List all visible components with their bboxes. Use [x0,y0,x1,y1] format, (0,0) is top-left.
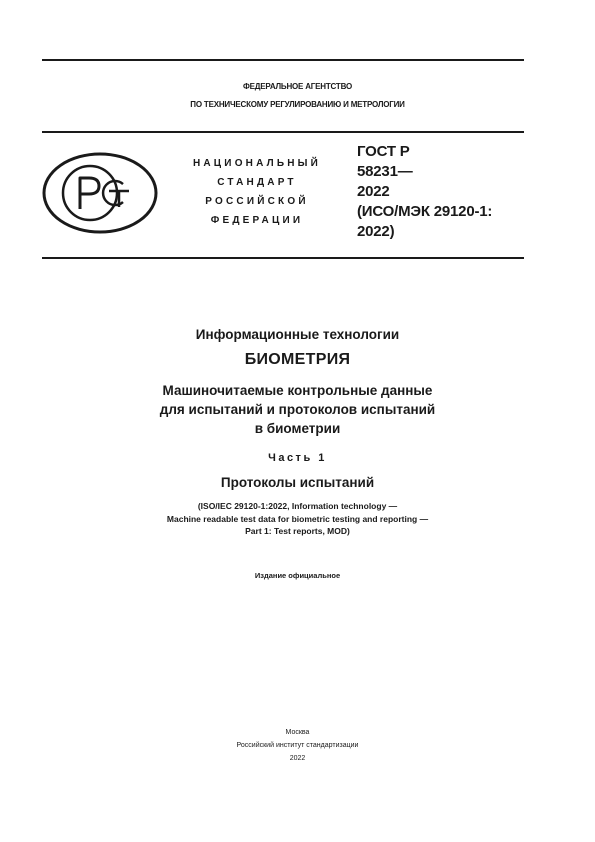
imprint-year: 2022 [289,755,306,762]
middle-rule [42,131,524,133]
imprint-city: Москва [285,729,310,736]
subtitle-line3: в биометрии [254,421,341,436]
agency-name-line1: ФЕДЕРАЛЬНОЕ АГЕНТСТВО [242,82,352,91]
top-rule [42,59,524,61]
standard-type-line2: СТАНДАРТ [217,177,297,188]
standard-type-line4: ФЕДЕРАЦИИ [210,215,304,226]
bottom-rule [42,257,524,259]
subtitle-line1: Машиночитаемые контрольные данные [162,383,433,398]
part-label: Часть 1 [268,452,327,464]
international-reference [0,500,595,538]
title-main: БИОМЕТРИЯ [244,351,351,368]
agency-name-line2: ПО ТЕХНИЧЕСКОМУ РЕГУЛИРОВАНИЮ И МЕТРОЛОГИИ [190,100,405,109]
rst-certification-mark-icon [42,151,158,235]
intl-ref-line3: Part 1: Test reports, MOD) [245,526,350,536]
imprint [0,726,595,765]
subtitle-line2: для испытаний и протоколов испытаний [159,402,436,417]
designation-line2: 58231— [357,163,413,180]
imprint-publisher: Российский институт стандартизации [236,742,359,749]
title-subtitle [0,381,595,438]
standard-type-line3: РОССИЙСКОЙ [205,196,309,207]
designation-line5: 2022) [357,223,395,240]
designation-line3: 2022 [357,183,390,200]
intl-ref-line1: (ISO/IEC 29120-1:2022, Information technology — [197,501,398,511]
edition-note: Издание официальное [254,571,341,580]
standard-type-block [172,154,342,230]
standard-type-line1: НАЦИОНАЛЬНЫЙ [192,158,322,169]
part-title: Протоколы испытаний [220,475,375,490]
standard-designation [357,142,537,242]
title-field: Информационные технологии [195,327,400,342]
intl-ref-line2: Machine readable test data for biometric testing and reporting — [166,513,429,524]
designation-line1: ГОСТ Р [357,143,410,160]
designation-line4: (ИСО/МЭК 29120-1: [357,203,493,220]
